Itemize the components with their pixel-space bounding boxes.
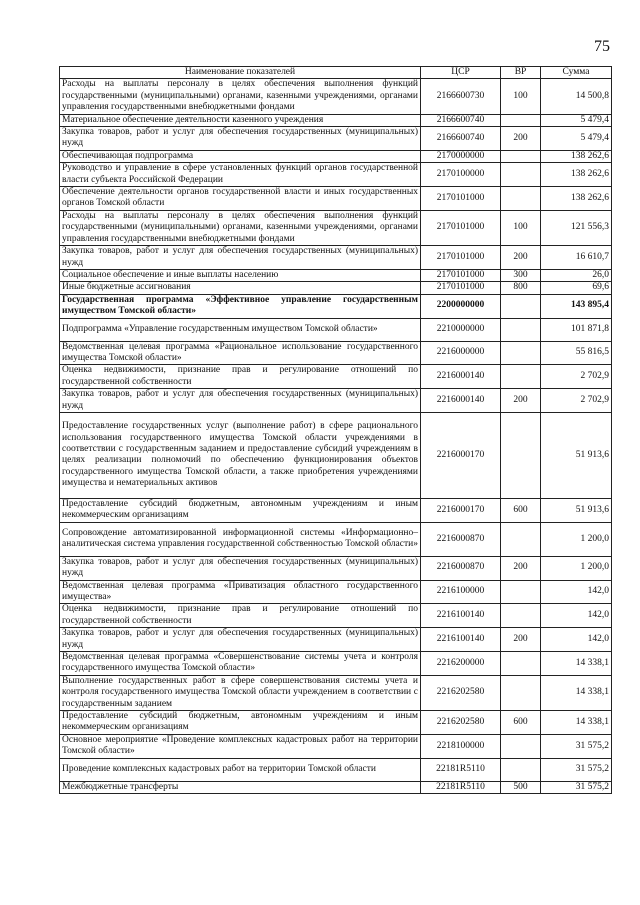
row-name: Материальное обеспечение деятельности казенного учреждения: [60, 114, 421, 126]
table-row: [60, 781, 612, 793]
row-name: Государственная программа «Эффективное управление государственным имуществом Томской области»: [60, 294, 421, 318]
row-csr: 2170101000: [421, 187, 501, 211]
table-row: [60, 127, 612, 151]
row-csr: 2166600740: [421, 114, 501, 126]
row-sum: 138 262,6: [541, 163, 612, 187]
row-csr: 2166600740: [421, 127, 501, 151]
row-csr: 2216100000: [421, 580, 501, 604]
row-sum: 51 913,6: [541, 498, 612, 522]
row-vr: 200: [501, 246, 541, 270]
row-vr: [501, 675, 541, 710]
row-sum: 143 895,4: [541, 294, 612, 318]
row-name: Подпрограмма «Управление государственным имуществом Томской области»: [60, 318, 421, 341]
row-sum: 142,0: [541, 580, 612, 604]
row-csr: 2216202580: [421, 711, 501, 735]
table-row: [60, 341, 612, 365]
table-row: [60, 711, 612, 735]
row-csr: 2210000000: [421, 318, 501, 341]
row-sum: 5 479,4: [541, 114, 612, 126]
row-vr: [501, 365, 541, 389]
table-row: [60, 580, 612, 604]
row-vr: 100: [501, 210, 541, 245]
table-row: [60, 318, 612, 341]
row-vr: [501, 187, 541, 211]
row-vr: 200: [501, 389, 541, 413]
row-name: Межбюджетные трансферты: [60, 781, 421, 793]
row-csr: 2216000870: [421, 522, 501, 556]
row-sum: 142,0: [541, 628, 612, 652]
row-vr: [501, 412, 541, 498]
row-name: Предоставление государственных услуг (выполнение работ) в сфере рационального использования государственного имущества Томской области учреждениями в соответствии с государственным заданием и предоставление субсидий учреждениям в целях реализации полномочий по обеспечению функционирования объектов государственного имущества Томской области, а также приобретения учреждениями имущества и нематериальных активов: [60, 412, 421, 498]
row-sum: 142,0: [541, 604, 612, 628]
row-sum: 69,6: [541, 282, 612, 294]
table-row: [60, 114, 612, 126]
header-name: Наименование показателей: [60, 67, 421, 79]
row-sum: 26,0: [541, 269, 612, 281]
row-vr: 800: [501, 282, 541, 294]
row-name: Предоставление субсидий бюджетным, автономным учреждениям и иным некоммерческим организациям: [60, 711, 421, 735]
table-row: [60, 150, 612, 162]
row-vr: 600: [501, 711, 541, 735]
table-header-row: [60, 67, 612, 79]
row-name: Сопровождение автоматизированной информационной системы «Информационно–аналитическая система управления государственной собственностью Томской области»: [60, 522, 421, 556]
table-row: [60, 675, 612, 710]
row-vr: [501, 318, 541, 341]
row-name: Ведомственная целевая программа «Рациональное использование государственного имущества Томской области»: [60, 341, 421, 365]
row-vr: 600: [501, 498, 541, 522]
row-csr: 2170100000: [421, 163, 501, 187]
row-vr: 300: [501, 269, 541, 281]
row-csr: 2216000870: [421, 556, 501, 580]
table-row: [60, 187, 612, 211]
row-name: Основное мероприятие «Проведение комплексных кадастровых работ на территории Томской области»: [60, 734, 421, 758]
row-csr: 2170101000: [421, 210, 501, 245]
table-row: [60, 556, 612, 580]
table-row: [60, 498, 612, 522]
table-row: [60, 246, 612, 270]
row-sum: 1 200,0: [541, 522, 612, 556]
table-row: [60, 210, 612, 245]
table-row: [60, 758, 612, 781]
row-vr: [501, 580, 541, 604]
row-vr: [501, 294, 541, 318]
row-sum: 31 575,2: [541, 781, 612, 793]
row-csr: 22181R5110: [421, 781, 501, 793]
row-sum: 101 871,8: [541, 318, 612, 341]
row-name: Ведомственная целевая программа «Совершенствование системы учета и контроля государственного имущества Томской области»: [60, 652, 421, 676]
row-sum: 14 338,1: [541, 711, 612, 735]
row-name: Социальное обеспечение и иные выплаты населению: [60, 269, 421, 281]
row-csr: 22181R5110: [421, 758, 501, 781]
row-vr: [501, 150, 541, 162]
row-csr: 2216100140: [421, 604, 501, 628]
row-csr: 2216202580: [421, 675, 501, 710]
row-vr: 200: [501, 127, 541, 151]
row-sum: 1 200,0: [541, 556, 612, 580]
table-row: [60, 365, 612, 389]
table-row: [60, 604, 612, 628]
table-row: [60, 628, 612, 652]
row-sum: 5 479,4: [541, 127, 612, 151]
row-csr: 2170101000: [421, 246, 501, 270]
budget-table: [59, 66, 612, 794]
row-sum: 2 702,9: [541, 389, 612, 413]
row-sum: 138 262,6: [541, 187, 612, 211]
row-sum: 14 338,1: [541, 675, 612, 710]
row-sum: 16 610,7: [541, 246, 612, 270]
row-name: Обеспечивающая подпрограмма: [60, 150, 421, 162]
table-row: [60, 652, 612, 676]
row-csr: 2216000170: [421, 498, 501, 522]
row-name: Закупка товаров, работ и услуг для обеспечения государственных (муниципальных) нужд: [60, 556, 421, 580]
table-row: [60, 412, 612, 498]
page-number: 75: [594, 38, 610, 55]
row-sum: 138 262,6: [541, 150, 612, 162]
row-vr: [501, 522, 541, 556]
row-csr: 2216000170: [421, 412, 501, 498]
table-row: [60, 522, 612, 556]
row-name: Ведомственная целевая программа «Приватизация областного государственного имущества»: [60, 580, 421, 604]
row-vr: [501, 604, 541, 628]
row-vr: 200: [501, 556, 541, 580]
row-name: Оценка недвижимости, признание прав и регулирование отношений по государственной собственности: [60, 604, 421, 628]
row-sum: 14 338,1: [541, 652, 612, 676]
row-csr: 2216200000: [421, 652, 501, 676]
row-name: Расходы на выплаты персоналу в целях обеспечения выполнения функций государственными (муниципальными) органами, казенными учреждениями, органами управления государственными внебюджетными фондами: [60, 79, 421, 114]
row-csr: 2170101000: [421, 269, 501, 281]
row-vr: [501, 163, 541, 187]
row-name: Закупка товаров, работ и услуг для обеспечения государственных (муниципальных) нужд: [60, 127, 421, 151]
row-sum: 121 556,3: [541, 210, 612, 245]
row-vr: 500: [501, 781, 541, 793]
row-name: Расходы на выплаты персоналу в целях обеспечения выполнения функций государственными (муниципальными) органами, казенными учреждениями, органами управления государственными внебюджетными фондами: [60, 210, 421, 245]
row-vr: [501, 341, 541, 365]
header-csr: ЦСР: [421, 67, 501, 79]
row-name: Обеспечение деятельности органов государственной власти и иных государственных органов Томской области: [60, 187, 421, 211]
row-name: Закупка товаров, работ и услуг для обеспечения государственных (муниципальных) нужд: [60, 628, 421, 652]
table-row: [60, 79, 612, 114]
row-csr: 2216000140: [421, 365, 501, 389]
row-vr: 100: [501, 79, 541, 114]
row-name: Выполнение государственных работ в сфере совершенствования системы учета и контроля государственного имущества Томской области учреждением в соответствии с государственным заданием: [60, 675, 421, 710]
row-name: Предоставление субсидий бюджетным, автономным учреждениям и иным некоммерческим организациям: [60, 498, 421, 522]
row-name: Руководство и управление в сфере установленных функций органов государственной власти субъекта Российской Федерации: [60, 163, 421, 187]
header-vr: ВР: [501, 67, 541, 79]
row-vr: [501, 652, 541, 676]
row-csr: 2216000000: [421, 341, 501, 365]
row-sum: 51 913,6: [541, 412, 612, 498]
row-csr: 2216100140: [421, 628, 501, 652]
header-sum: Сумма: [541, 67, 612, 79]
table-row: [60, 294, 612, 318]
table-row: [60, 389, 612, 413]
row-sum: 31 575,2: [541, 734, 612, 758]
row-name: Иные бюджетные ассигнования: [60, 282, 421, 294]
row-csr: 2166600730: [421, 79, 501, 114]
table-row: [60, 163, 612, 187]
row-sum: 2 702,9: [541, 365, 612, 389]
table-row: [60, 282, 612, 294]
row-vr: [501, 114, 541, 126]
row-csr: 2170000000: [421, 150, 501, 162]
row-vr: [501, 758, 541, 781]
row-name: Закупка товаров, работ и услуг для обеспечения государственных (муниципальных) нужд: [60, 246, 421, 270]
row-sum: 31 575,2: [541, 758, 612, 781]
table-row: [60, 269, 612, 281]
row-name: Закупка товаров, работ и услуг для обеспечения государственных (муниципальных) нужд: [60, 389, 421, 413]
row-csr: 2216000140: [421, 389, 501, 413]
row-name: Проведение комплексных кадастровых работ на территории Томской области: [60, 758, 421, 781]
row-csr: 2200000000: [421, 294, 501, 318]
row-csr: 2170101000: [421, 282, 501, 294]
row-sum: 14 500,8: [541, 79, 612, 114]
row-sum: 55 816,5: [541, 341, 612, 365]
row-name: Оценка недвижимости, признание прав и регулирование отношений по государственной собственности: [60, 365, 421, 389]
row-vr: 200: [501, 628, 541, 652]
row-vr: [501, 734, 541, 758]
table-row: [60, 734, 612, 758]
row-csr: 2218100000: [421, 734, 501, 758]
